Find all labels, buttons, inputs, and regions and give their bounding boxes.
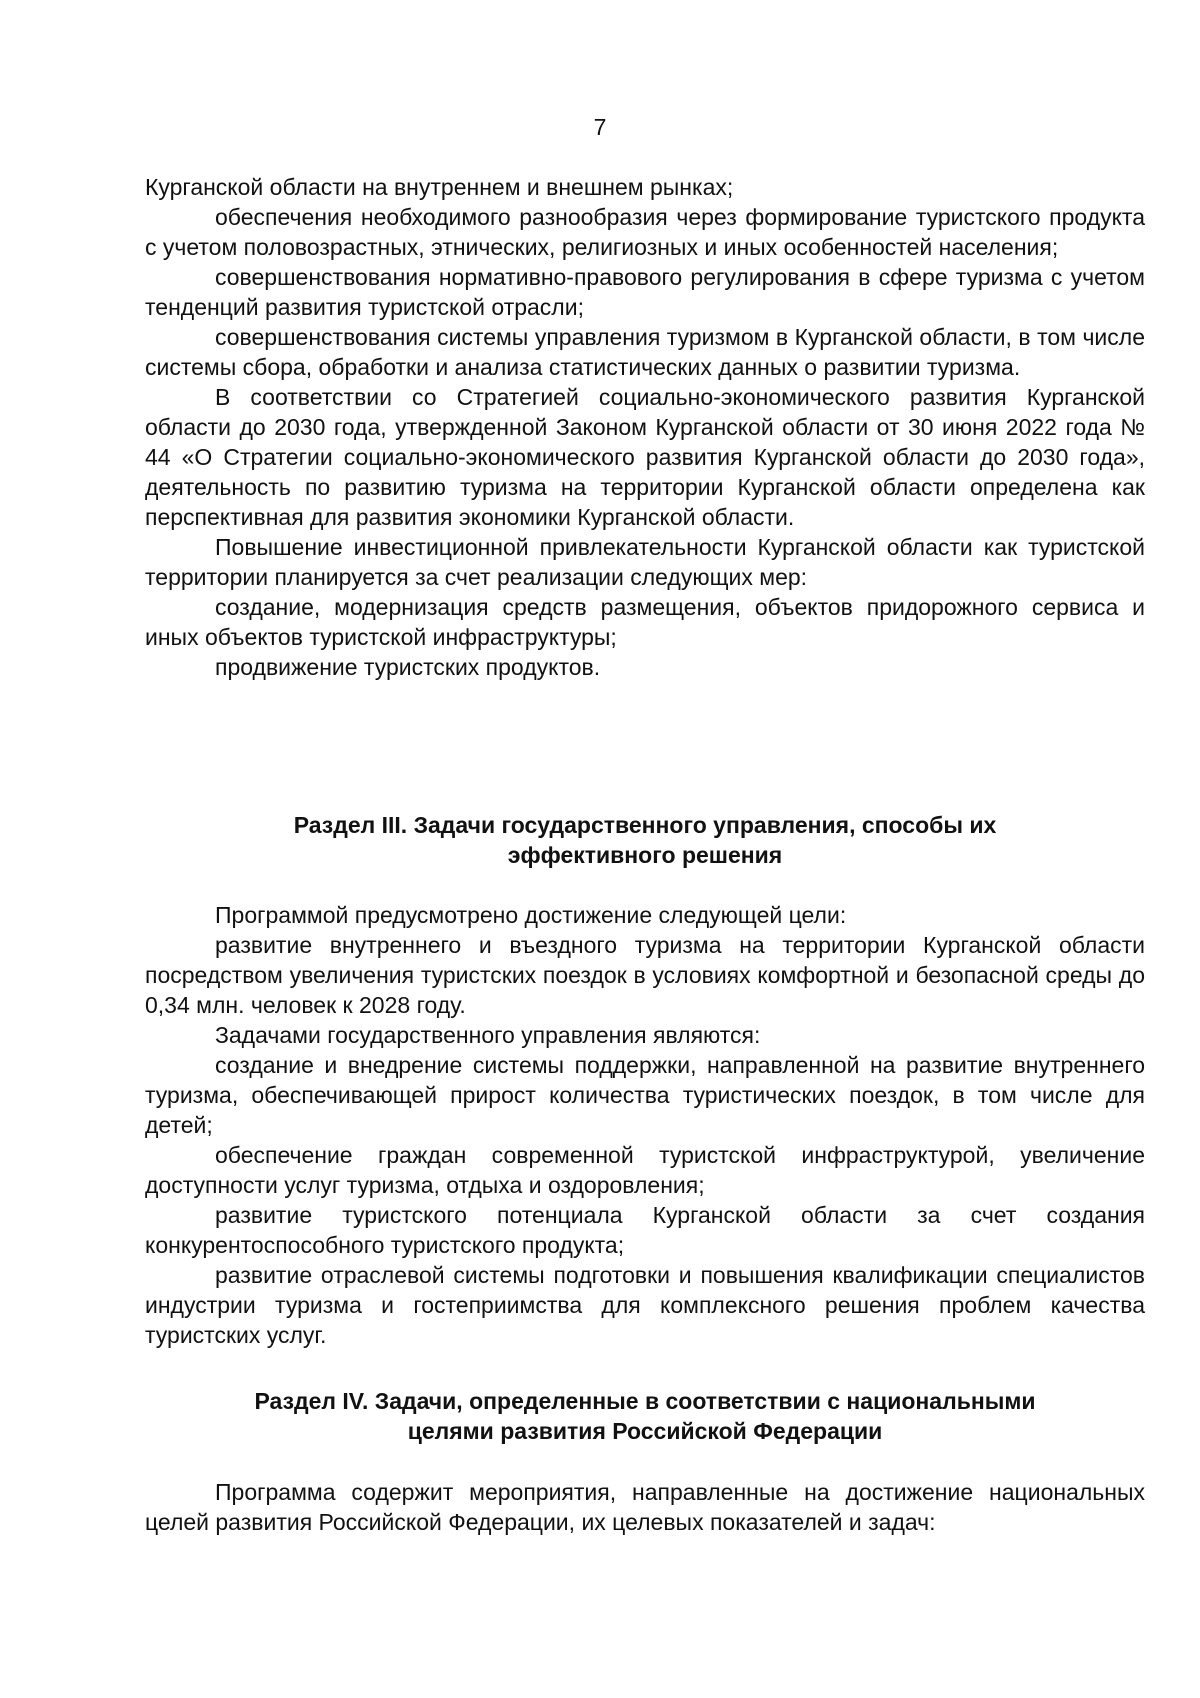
- paragraph: обеспечения необходимого разнообразия через формирование туристского продукта с учетом половозрастных, этнических, религиозных и иных особенностей населения;: [145, 204, 1145, 260]
- paragraph: Программа содержит мероприятия, направленные на достижение национальных целей развития Российской Федерации, их целевых показателей и задач:: [145, 1479, 1145, 1535]
- paragraph: Курганской области на внутреннем и внешнем рынках;: [145, 174, 734, 200]
- paragraph: совершенствования системы управления туризмом в Курганской области, в том числе системы сбора, обработки и анализа статистических данных о развитии туризма.: [145, 324, 1145, 380]
- section-4-body: [145, 1477, 1145, 1537]
- paragraph: В соответствии со Стратегией социально-экономического развития Курганской области до 2030 года, утвержденной Законом Курганской области от 30 июня 2022 года № 44 «О Стратегии социально-экономического развития Курганской области до 2030 года», деятельность по развитию туризма на территории Курганской области определена как перспективная для развития экономики Курганской области.: [145, 384, 1145, 530]
- section-4-heading-line-2: целями развития Российской Федерации: [407, 1418, 883, 1444]
- section-3-body: [145, 900, 1145, 1350]
- paragraph: создание и внедрение системы поддержки, направленной на развитие внутреннего туризма, обеспечивающей прирост количества туристических поездок, в том числе для детей;: [145, 1052, 1145, 1138]
- section-4-heading: [145, 1386, 1145, 1446]
- paragraph: Задачами государственного управления являются:: [215, 1022, 761, 1048]
- paragraph: развитие туристского потенциала Курганской области за счет создания конкурентоспособного туристского продукта;: [145, 1202, 1145, 1258]
- paragraph: создание, модернизация средств размещения, объектов придорожного сервиса и иных объектов туристской инфраструктуры;: [145, 594, 1145, 650]
- section-3-heading: [145, 810, 1145, 870]
- section-4-heading-line-1: Раздел IV. Задачи, определенные в соответствии с национальными: [254, 1388, 1036, 1414]
- paragraph: развитие внутреннего и въездного туризма на территории Курганской области посредством увеличения туристских поездок в условиях комфортной и безопасной среды до 0,34 млн. человек к 2028 году.: [145, 932, 1145, 1018]
- body-text-block-1: [145, 172, 1145, 682]
- page-number: 7: [593, 114, 607, 140]
- section-3-heading-line-1: Раздел III. Задачи государственного управления, способы их: [293, 812, 997, 838]
- paragraph: Программой предусмотрено достижение следующей цели:: [215, 902, 847, 928]
- paragraph: развитие отраслевой системы подготовки и повышения квалификации специалистов индустрии туризма и гостеприимства для комплексного решения проблем качества туристских услуг.: [145, 1262, 1145, 1348]
- section-3-heading-line-2: эффективного решения: [507, 842, 783, 868]
- paragraph: совершенствования нормативно-правового регулирования в сфере туризма с учетом тенденций развития туристской отрасли;: [145, 264, 1145, 320]
- paragraph: Повышение инвестиционной привлекательности Курганской области как туристской территории планируется за счет реализации следующих мер:: [145, 534, 1145, 590]
- paragraph: продвижение туристских продуктов.: [215, 654, 601, 680]
- paragraph: обеспечение граждан современной туристской инфраструктурой, увеличение доступности услуг туризма, отдыха и оздоровления;: [145, 1142, 1145, 1198]
